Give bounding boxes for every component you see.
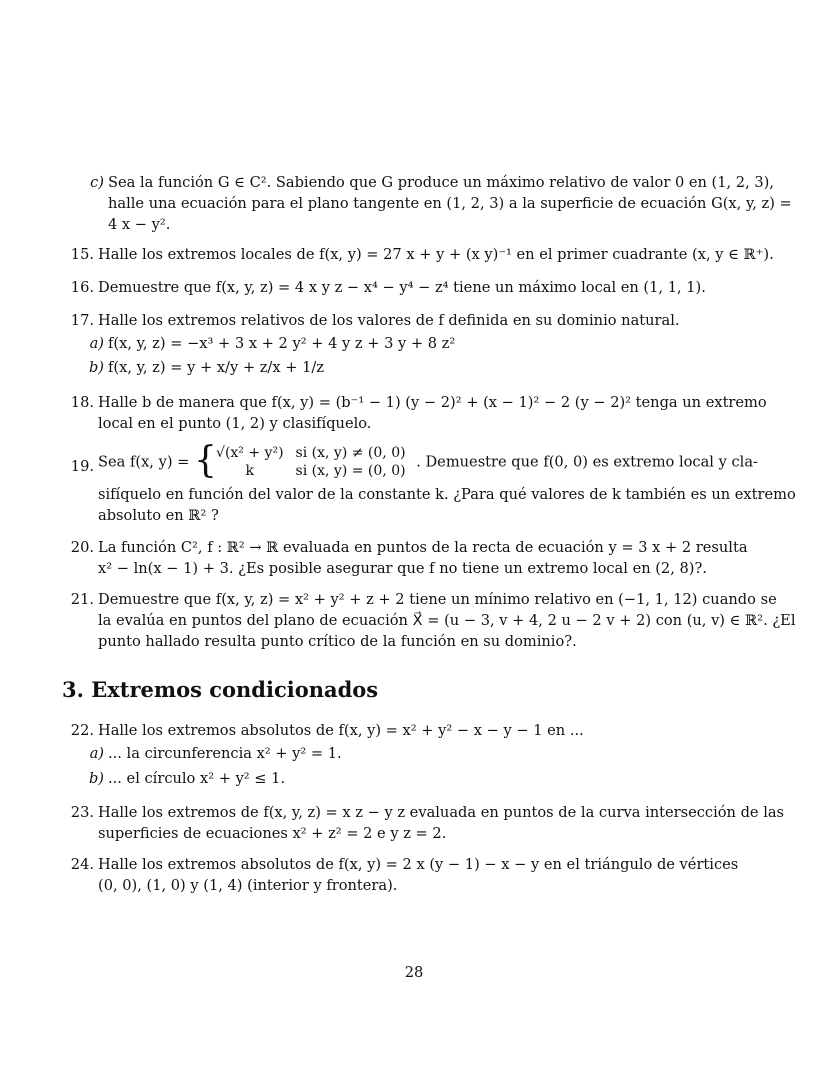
sub-label: b) bbox=[88, 359, 104, 376]
text-line: Demuestre que f(x, y, z) = x² + y² + z + 2 tiene un mínimo relativo en (−1, 1, 12) cuando se bbox=[98, 591, 777, 608]
exercise-14c bbox=[90, 172, 792, 235]
function-prefix: Sea f(x, y) = bbox=[98, 453, 190, 471]
exercise-17 bbox=[70, 310, 750, 331]
text-line: 4 x − y². bbox=[108, 216, 171, 233]
exercise-22 bbox=[70, 720, 750, 741]
text-line: punto hallado resulta punto crítico de la función en su dominio?. bbox=[98, 633, 577, 650]
exercise-15 bbox=[70, 244, 774, 265]
exercise-22b bbox=[88, 768, 748, 789]
exercise-number: 20. bbox=[70, 539, 94, 556]
exercise-number: 24. bbox=[70, 856, 94, 873]
text-line: absoluto en ℝ² ? bbox=[98, 507, 219, 524]
case-condition: si (x, y) = (0, 0) bbox=[295, 463, 406, 479]
exercise-number: 22. bbox=[70, 722, 94, 739]
exercise-number: 15. bbox=[70, 246, 94, 263]
text-line: superficies de ecuaciones x² + z² = 2 e y z = 2. bbox=[98, 825, 447, 842]
exercise-number: 17. bbox=[70, 312, 94, 329]
exercise-number: 16. bbox=[70, 279, 94, 296]
text-line: ... el círculo x² + y² ≤ 1. bbox=[108, 770, 286, 787]
sub-label: b) bbox=[88, 770, 104, 787]
exercise-23 bbox=[70, 802, 785, 844]
exercise-number: 21. bbox=[70, 591, 94, 608]
case-value: √(x² + y²) bbox=[216, 445, 284, 461]
text-line: Halle b de manera que f(x, y) = (b⁻¹ − 1) (y − 2)² + (x − 1)² − 2 (y − 2)² tenga un extremo bbox=[98, 394, 767, 411]
case-value: k bbox=[245, 463, 255, 479]
text-line: Halle los extremos absolutos de f(x, y) = x² + y² − x − y − 1 en ... bbox=[98, 722, 584, 739]
text-line: Sea la función G ∈ C². Sabiendo que G produce un máximo relativo de valor 0 en (1, 2, 3), bbox=[108, 174, 774, 191]
exercise-17a bbox=[89, 333, 748, 354]
section-heading: 3. Extremos condicionados bbox=[62, 677, 379, 702]
text-line: sifíquelo en función del valor de la constante k. ¿Para qué valores de k también es un extremo bbox=[98, 486, 796, 503]
case-condition: si (x, y) ≠ (0, 0) bbox=[295, 445, 406, 461]
text-line: Halle los extremos locales de f(x, y) = 27 x + y + (x y)⁻¹ en el primer cuadrante (x, y ∈ ℝ⁺). bbox=[98, 246, 774, 263]
exercise-number: 23. bbox=[70, 804, 94, 821]
text-line: local en el punto (1, 2) y clasifíquelo. bbox=[98, 415, 372, 432]
text-line: f(x, y, z) = −x³ + 3 x + 2 y² + 4 y z + 3 y + 8 z² bbox=[108, 335, 456, 352]
exercise-number: 19. bbox=[70, 458, 94, 475]
exercise-17b bbox=[88, 357, 748, 378]
piecewise-definition bbox=[194, 440, 412, 481]
exercise-20 bbox=[70, 537, 750, 579]
text-line: Halle los extremos relativos de los valores de f definida en su dominio natural. bbox=[98, 312, 680, 329]
left-brace: { bbox=[194, 440, 217, 481]
text-line: Halle los extremos de f(x, y, z) = x z − y z evaluada en puntos de la curva intersección de las bbox=[98, 804, 785, 821]
exercise-21 bbox=[70, 589, 796, 652]
text-line: la evalúa en puntos del plano de ecuación X⃗ = (u − 3, v + 4, 2 u − 2 v + 2) con (u, v) ∈ ℝ². ¿El bbox=[98, 612, 796, 629]
exercise-18 bbox=[70, 392, 767, 434]
exercise-19-cont bbox=[98, 484, 796, 526]
text-line: f(x, y, z) = y + x/y + z/x + 1/z bbox=[108, 359, 324, 376]
text-line: x² − ln(x − 1) + 3. ¿Es posible asegurar que f no tiene un extremo local en (2, 8)?. bbox=[98, 560, 707, 577]
text-line: Halle los extremos absolutos de f(x, y) = 2 x (y − 1) − x − y en el triángulo de vértices bbox=[98, 856, 739, 873]
exercise-22a bbox=[89, 743, 748, 764]
text-line: La función C², f : ℝ² → ℝ evaluada en puntos de la recta de ecuación y = 3 x + 2 resulta bbox=[98, 539, 748, 556]
function-suffix: . Demuestre que f(0, 0) es extremo local y cla- bbox=[416, 453, 758, 471]
sub-label: a) bbox=[89, 745, 104, 762]
sub-label: a) bbox=[89, 335, 104, 352]
text-line: halle una ecuación para el plano tangente en (1, 2, 3) a la superficie de ecuación G(x, y, z) = bbox=[108, 195, 792, 212]
exercise-24 bbox=[70, 854, 750, 896]
exercise-16 bbox=[70, 277, 750, 298]
exercise-19 bbox=[70, 440, 758, 488]
page-number: 28 bbox=[404, 964, 424, 981]
sub-label: c) bbox=[90, 174, 104, 191]
text-line: ... la circunferencia x² + y² = 1. bbox=[108, 745, 342, 762]
piecewise-line bbox=[98, 440, 758, 488]
text-line: (0, 0), (1, 0) y (1, 4) (interior y frontera). bbox=[98, 877, 398, 894]
text-line: Demuestre que f(x, y, z) = 4 x y z − x⁴ − y⁴ − z⁴ tiene un máximo local en (1, 1, 1). bbox=[98, 279, 706, 296]
exercise-number: 18. bbox=[70, 394, 94, 411]
